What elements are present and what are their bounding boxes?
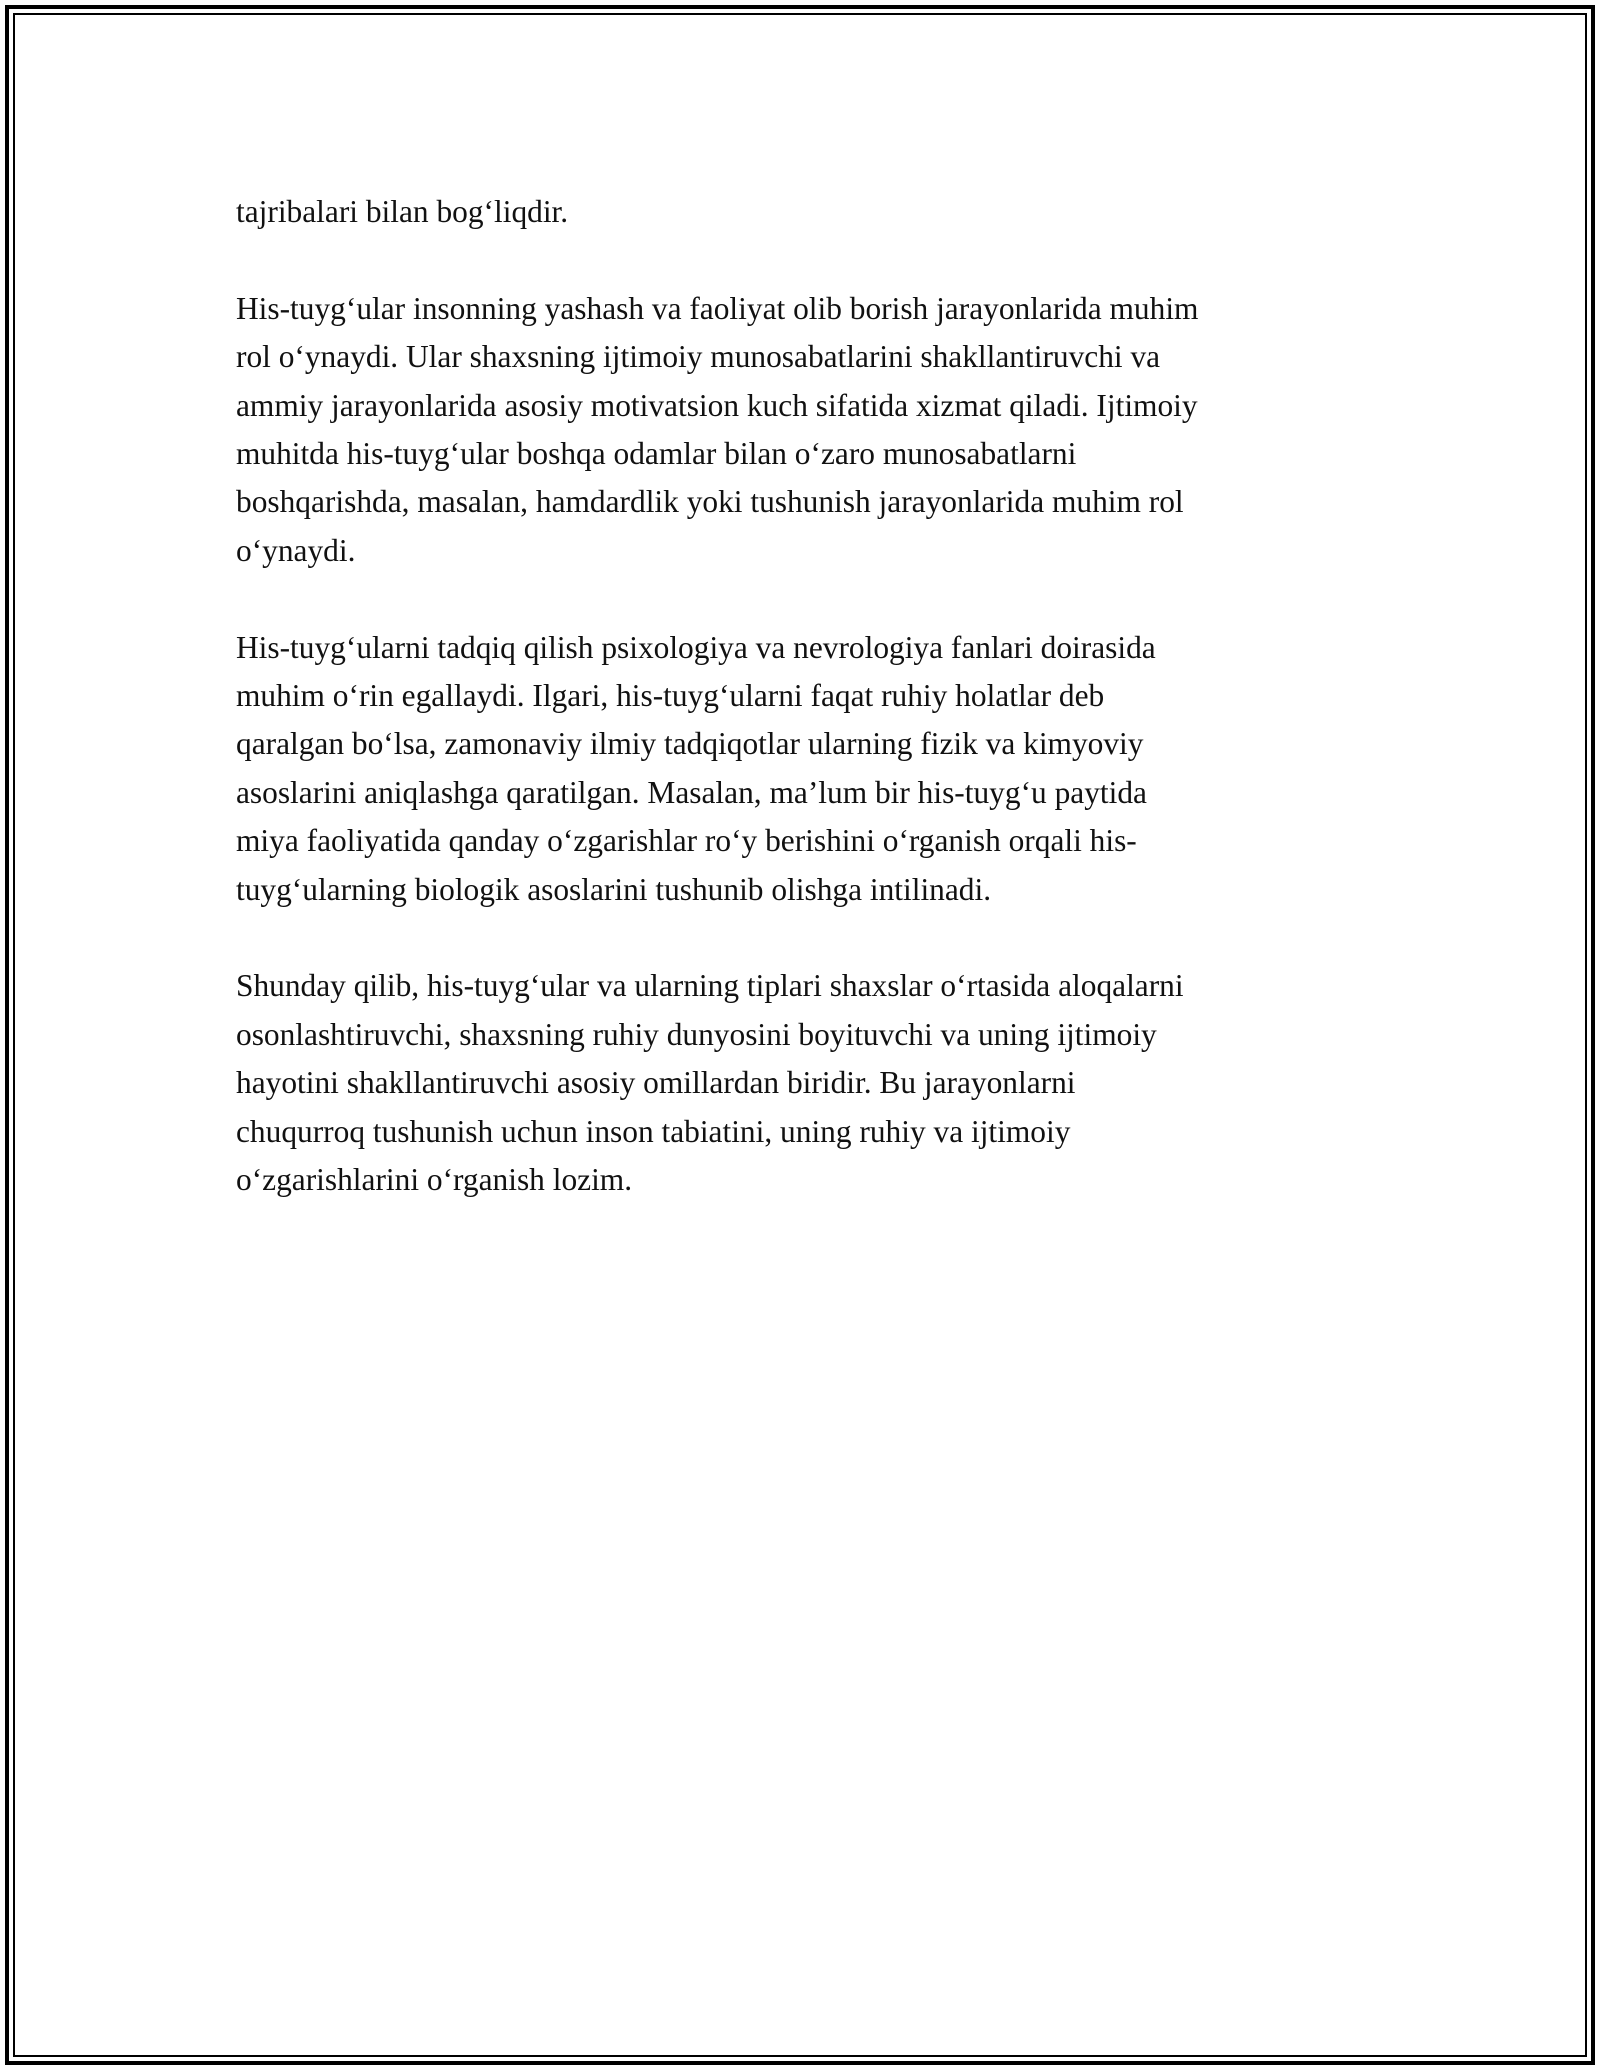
paragraph-emotions-research: His-tuyg‘ularni tadqiq qilish psixologiya va nevrologiya fanlari doirasida muhim o‘rin egallaydi. Ilgari, his-tuyg‘ularni faqat ruhiy holatlar deb qaralgan bo‘lsa, zamonaviy ilmiy tadqiqotlar ularning fizik va kimyoviy asoslarini aniqlashga qaratilgan. Masalan, ma’lum bir his-tuyg‘u paytida miya faoliyatida qanday o‘zgarishlar ro‘y berishini o‘rganish orqali his- tuyg‘ularning biologik asoslarini tushunib olishga intilinadi. — [236, 629, 1156, 907]
paragraph-emotions-role: His-tuyg‘ular insonning yashash va faoliyat olib borish jarayonlarida muhim rol o‘ynaydi. Ular shaxsning ijtimoiy munosabatlarini shakllantiruvchi va ammiy jarayonlarida asosiy motivatsion kuch sifatida xizmat qiladi. Ijtimoiy muhitda his-tuyg‘ular boshqa odamlar bilan o‘zaro munosabatlarni boshqarishda, masalan, hamdardlik yoki tushunish jarayonlarida muhim rol o‘ynaydi. — [236, 290, 1199, 568]
paragraph-conclusion: Shunday qilib, his-tuyg‘ular va ularning tiplari shaxslar o‘rtasida aloqalarni osonlashtiruvchi, shaxsning ruhiy dunyosini boyituvchi va uning ijtimoiy hayotini shakllantiruvchi asosiy omillardan biridir. Bu jarayonlarni chuqurroq tushunish uchun inson tabiatini, uning ruhiy va ijtimoiy o‘zgarishlarini o‘rganish lozim. — [236, 968, 1184, 1198]
document-body — [236, 188, 1356, 1204]
paragraph-continuation: tajribalari bilan bog‘liqdir. — [236, 194, 569, 229]
